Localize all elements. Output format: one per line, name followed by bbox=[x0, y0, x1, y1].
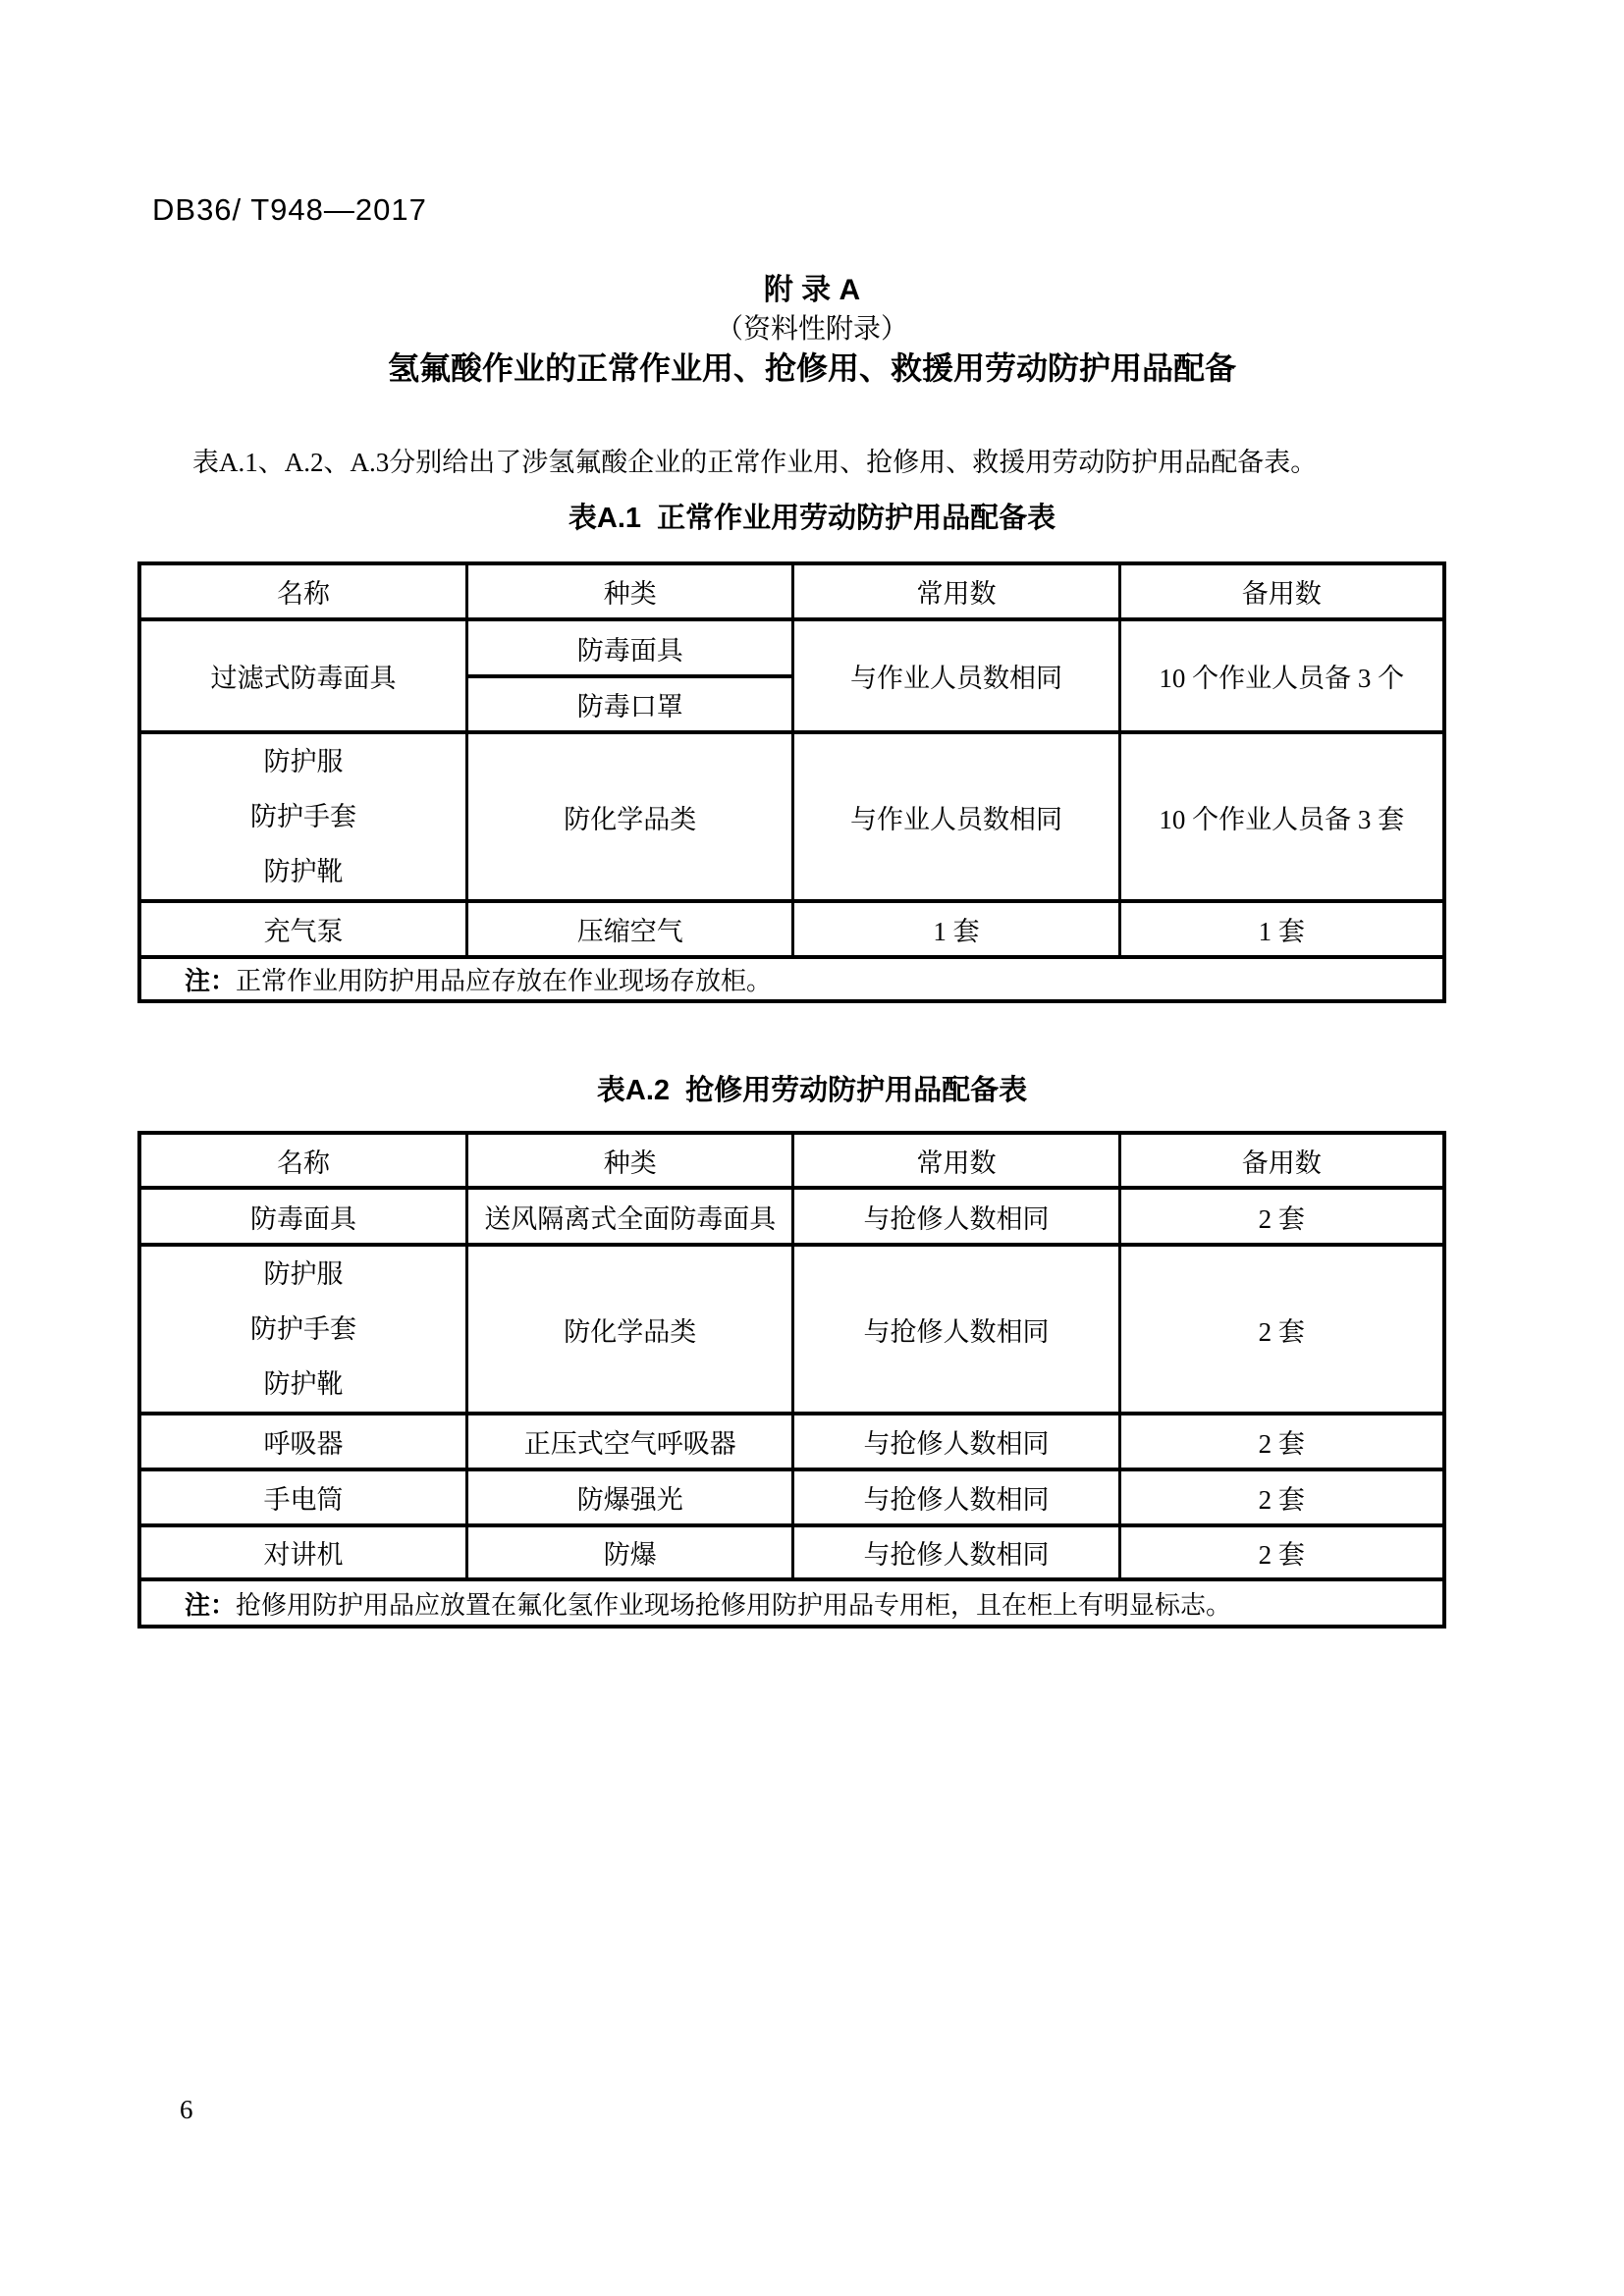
cell-kind: 防化学品类 bbox=[467, 732, 793, 901]
column-header-common: 常用数 bbox=[793, 1133, 1119, 1188]
table-a1 bbox=[137, 561, 1446, 1003]
column-header-common: 常用数 bbox=[793, 563, 1119, 619]
table-row bbox=[139, 619, 1444, 676]
column-header-name: 名称 bbox=[139, 1133, 467, 1188]
item-label: 防护手套 bbox=[250, 802, 357, 831]
cell-common: 与抢修人数相同 bbox=[793, 1188, 1119, 1245]
cell-name bbox=[139, 732, 467, 901]
table-a1-header-row bbox=[139, 563, 1444, 619]
cell-kind: 防爆 bbox=[467, 1525, 793, 1579]
cell-kind: 防毒面具 bbox=[467, 619, 793, 676]
note-text: 抢修用防护用品应放置在氟化氢作业现场抢修用防护用品专用柜，且在柜上有明显标志。 bbox=[236, 1590, 1232, 1620]
table-row bbox=[139, 1188, 1444, 1245]
table-note-row bbox=[139, 957, 1444, 1001]
cell-backup: 10 个作业人员备 3 个 bbox=[1119, 619, 1444, 732]
table-row bbox=[139, 1525, 1444, 1579]
item-label: 防护靴 bbox=[263, 1369, 344, 1399]
column-header-kind: 种类 bbox=[467, 1133, 793, 1188]
cell-kind: 正压式空气呼吸器 bbox=[467, 1414, 793, 1469]
table-row bbox=[139, 1245, 1444, 1414]
cell-backup: 2 套 bbox=[1119, 1525, 1444, 1579]
standard-number-header: DB36/ T948—2017 bbox=[152, 192, 427, 227]
cell-backup: 2 套 bbox=[1119, 1188, 1444, 1245]
cell-common: 与抢修人数相同 bbox=[793, 1245, 1119, 1414]
cell-name: 充气泵 bbox=[139, 901, 467, 957]
column-header-kind: 种类 bbox=[467, 563, 793, 619]
cell-kind: 防爆强光 bbox=[467, 1469, 793, 1525]
cell-backup: 2 套 bbox=[1119, 1469, 1444, 1525]
cell-name: 防毒面具 bbox=[139, 1188, 467, 1245]
cell-backup: 2 套 bbox=[1119, 1414, 1444, 1469]
cell-backup: 2 套 bbox=[1119, 1245, 1444, 1414]
table-a1-caption: 表A.1 正常作业用劳动防护用品配备表 bbox=[568, 503, 1056, 534]
table-row bbox=[139, 901, 1444, 957]
cell-common: 1 套 bbox=[793, 901, 1119, 957]
note-label: 注： bbox=[185, 966, 237, 995]
cell-backup: 10 个作业人员备 3 套 bbox=[1119, 732, 1444, 901]
note-label: 注： bbox=[185, 1589, 237, 1620]
item-label: 防护服 bbox=[263, 1259, 344, 1289]
cell-name: 过滤式防毒面具 bbox=[139, 619, 467, 732]
table-a2-caption: 表A.2 抢修用劳动防护用品配备表 bbox=[596, 1075, 1028, 1106]
cell-common: 与作业人员数相同 bbox=[793, 732, 1119, 901]
table-row bbox=[139, 1414, 1444, 1469]
appendix-heading: 氢氟酸作业的正常作业用、抢修用、救援用劳动防护用品配备 bbox=[387, 350, 1236, 386]
table-note bbox=[139, 957, 1444, 1001]
item-label: 防护靴 bbox=[263, 857, 344, 886]
cell-name: 对讲机 bbox=[139, 1525, 467, 1579]
cell-name: 手电筒 bbox=[139, 1469, 467, 1525]
column-header-backup: 备用数 bbox=[1119, 1133, 1444, 1188]
cell-kind: 送风隔离式全面防毒面具 bbox=[467, 1188, 793, 1245]
cell-kind: 防毒口罩 bbox=[467, 676, 793, 732]
table-row bbox=[139, 1469, 1444, 1525]
column-header-name: 名称 bbox=[139, 563, 467, 619]
cell-backup: 1 套 bbox=[1119, 901, 1444, 957]
cell-kind: 防化学品类 bbox=[467, 1245, 793, 1414]
cell-common: 与抢修人数相同 bbox=[793, 1525, 1119, 1579]
note-text: 正常作业用防护用品应存放在作业现场存放柜。 bbox=[236, 967, 773, 995]
table-row bbox=[139, 732, 1444, 901]
cell-name: 呼吸器 bbox=[139, 1414, 467, 1469]
cell-name bbox=[139, 1245, 467, 1414]
table-a2 bbox=[137, 1131, 1446, 1629]
page-number: 6 bbox=[180, 2095, 193, 2124]
table-note bbox=[139, 1579, 1444, 1627]
intro-paragraph: 表A.1、A.2、A.3分别给出了涉氢氟酸企业的正常作业用、抢修用、救援用劳动防护用品配备表。 bbox=[192, 448, 1318, 477]
cell-common: 与作业人员数相同 bbox=[793, 619, 1119, 732]
item-label: 防护手套 bbox=[250, 1314, 357, 1344]
appendix-title: 附 录 A bbox=[763, 274, 861, 306]
item-label: 防护服 bbox=[263, 747, 344, 776]
appendix-subtitle: （资料性附录） bbox=[715, 313, 908, 344]
table-a2-header-row bbox=[139, 1133, 1444, 1188]
column-header-backup: 备用数 bbox=[1119, 563, 1444, 619]
table-note-row bbox=[139, 1579, 1444, 1627]
cell-common: 与抢修人数相同 bbox=[793, 1414, 1119, 1469]
cell-common: 与抢修人数相同 bbox=[793, 1469, 1119, 1525]
cell-kind: 压缩空气 bbox=[467, 901, 793, 957]
